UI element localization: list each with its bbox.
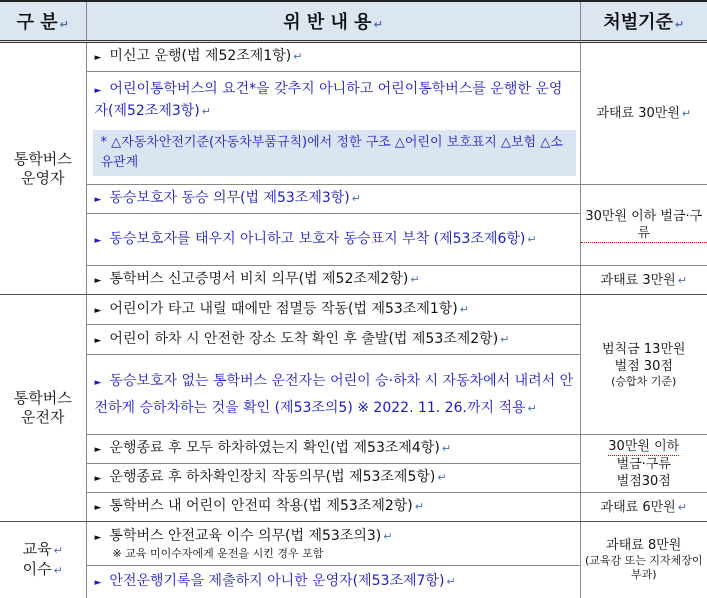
list-item: ► 운행종료 후 하차확인장치 작동의무(법 제53조제5항) ↵: [86, 464, 580, 493]
header-category: 구 분 ↵: [0, 1, 86, 42]
requirements-note: * △자동차안전기준(자동차부품규칙)에서 정한 구조 △어린이 보호표지 △보험 △소유관계: [93, 130, 576, 176]
list-item: ► 통학버스 내 어린이 안전띠 착용(법 제53조제2항) ↵: [86, 493, 580, 522]
list-item: ► 미신고 운행(법 제52조제1항) ↵: [86, 42, 580, 72]
header-row: [0, 1, 707, 42]
list-item: ► 어린이통학버스의 요건*을 갖추지 아니하고 어린이통학버스를 운행한 운영자(제52조제3항) ↵: [86, 72, 580, 129]
category-driver: 통학버스 운전자: [0, 295, 86, 522]
list-item: ► 통학버스 안전교육 이수 의무(법 제53조의3) ↵ ※ 교육 미이수자에게 운전을 시킨 경우 포함: [86, 522, 580, 566]
list-item: ► 안전운행기록을 제출하지 아니한 운영자(제53조제7항) ↵: [86, 566, 580, 598]
list-item: ► 동승보호자 동승 의무(법 제53조제3항) ↵: [86, 185, 580, 214]
penalty-driver-2: 30만원 이하 벌금·구류 벌점30점: [580, 435, 707, 493]
list-item: ► 통학버스 신고증명서 비치 의무(법 제52조제2항) ↵: [86, 266, 580, 295]
header-content: 위 반 내 용 ↵: [86, 1, 580, 42]
list-item: ► 운행종료 후 모두 하차하였는지 확인(법 제53조제4항) ↵: [86, 435, 580, 464]
list-item: ► 어린이가 타고 내릴 때에만 점멸등 작동(법 제53조제1항) ↵: [86, 295, 580, 325]
header-penalty: 처벌기준 ↵: [580, 1, 707, 42]
note-row: [86, 128, 580, 185]
category-operator: 통학버스 운영자: [0, 42, 86, 295]
category-education: 교육 ↵ 이수 ↵: [0, 522, 86, 598]
list-item: ► 동승보호자 없는 통학버스 운전자는 어린이 승·하차 시 자동차에서 내려서 안전하게 승하차하는 것을 확인 (제53조의5) ※ 2022. 11. 26.까지 적용 ↵: [86, 355, 580, 435]
list-item: ► 어린이 하차 시 안전한 장소 도착 확인 후 출발(법 제53조제2항) ↵: [86, 325, 580, 355]
penalty-driver-3: 과태료 6만원 ↵: [580, 493, 707, 522]
penalty-operator-1: 과태료 30만원 ↵: [596, 106, 692, 121]
list-item: ► 동승보호자를 태우지 아니하고 보호자 동승표지 부착 (제53조제6항) ↵: [86, 214, 580, 266]
penalty-education: 과태료 8만원 (교육감 또는 지자체장이 부과): [584, 538, 703, 582]
education-note: ※ 교육 미이수자에게 운전을 시킨 경우 포함: [112, 546, 324, 560]
penalty-driver-1: 범칙금 13만원 벌점 30점 (승합차 기준): [580, 295, 707, 435]
penalty-operator-3: 과태료 3만원 ↵: [580, 266, 707, 295]
penalty-operator-2: 30만원 이하 벌금·구류: [580, 185, 707, 266]
